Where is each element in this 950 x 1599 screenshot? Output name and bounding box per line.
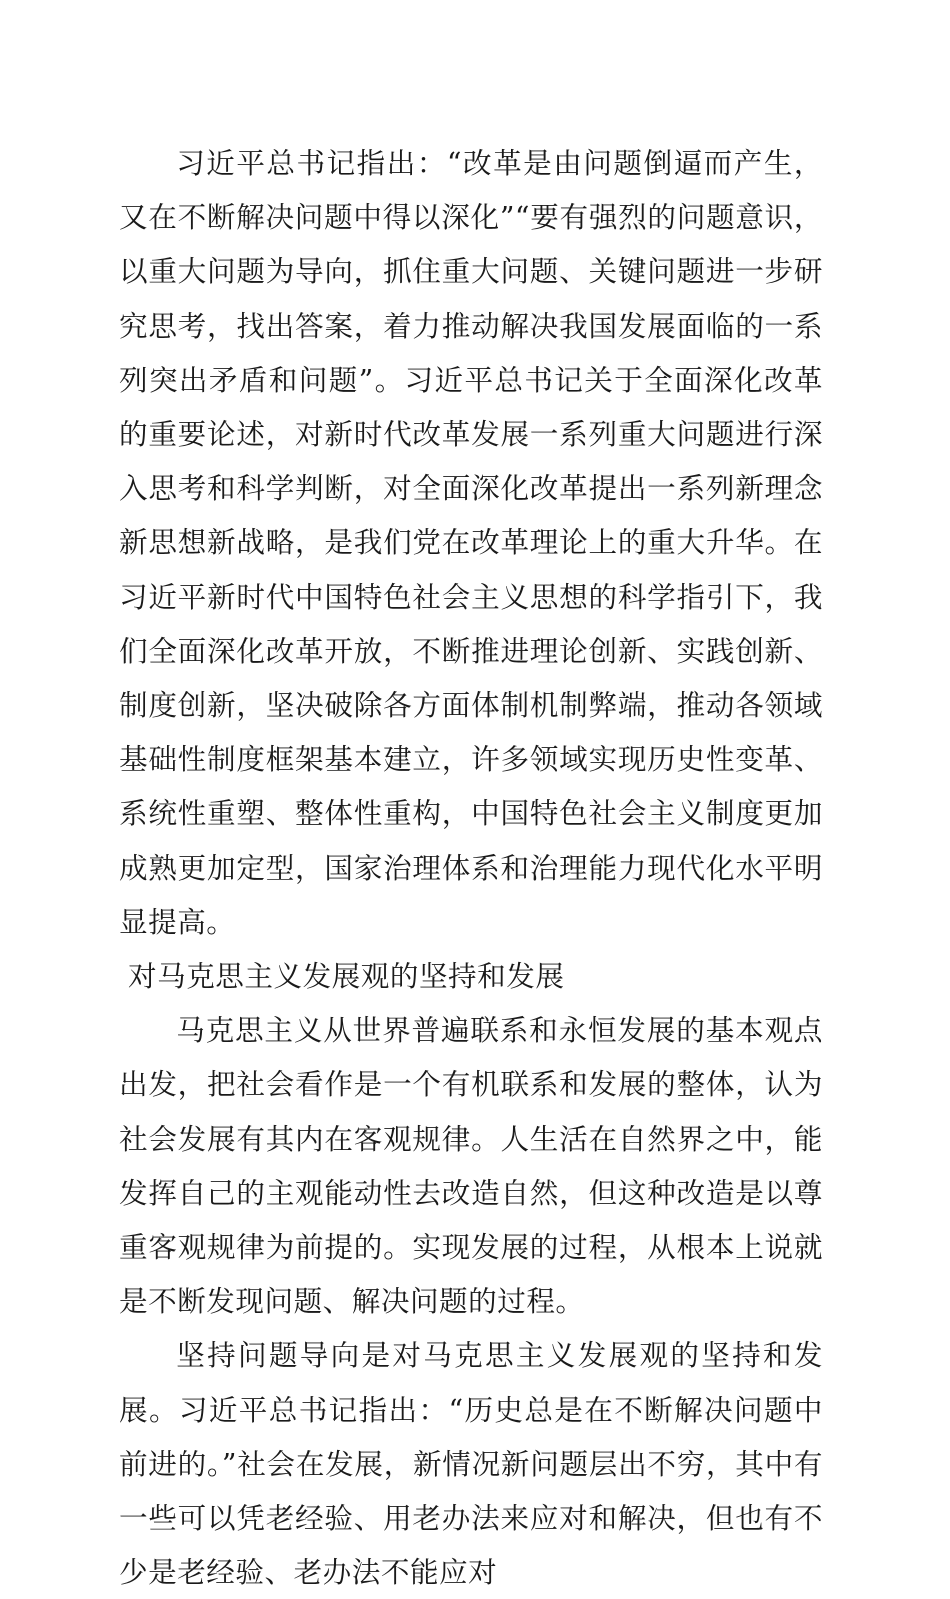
document-body	[119, 136, 823, 1599]
paragraph-marxism-development: 马克思主义从世界普遍联系和永恒发展的基本观点出发，把社会看作是一个有机联系和发展的整体，认为社会发展有其内在客观规律。人生活在自然界之中，能发挥自己的主观能动性去改造自然，但这种改造是以尊重客观规律为前提的。实现发展的过程，从根本上说就是不断发现问题、解决问题的过程。	[119, 1013, 823, 1319]
paragraph-problem-orientation: 坚持问题导向是对马克思主义发展观的坚持和发展。习近平总书记指出：“历史总是在不断解决问题中前进的。”社会在发展，新情况新问题层出不穷，其中有一些可以凭老经验、用老办法来应对和解决，但也有不少是老经验、老办法不能应对	[119, 1338, 823, 1590]
section-heading: 对马克思主义发展观的坚持和发展	[128, 959, 565, 994]
paragraph-reform-quote: 习近平总书记指出：“改革是由问题倒逼而产生，又在不断解决问题中得以深化”“要有强烈的问题意识，以重大问题为导向，抓住重大问题、关键问题进一步研究思考，找出答案，着力推动解决我国发展面临的一系列突出矛盾和问题”。习近平总书记关于全面深化改革的重要论述，对新时代改革发展一系列重大问题进行深入思考和科学判断，对全面深化改革提出一系列新理念新思想新战略，是我们党在改革理论上的重大升华。在习近平新时代中国特色社会主义思想的科学指引下，我们全面深化改革开放，不断推进理论创新、实践创新、制度创新，坚决破除各方面体制机制弊端，推动各领域基础性制度框架基本建立，许多领域实现历史性变革、系统性重塑、整体性重构，中国特色社会主义制度更加成熟更加定型，国家治理体系和治理能力现代化水平明显提高。	[119, 146, 823, 939]
